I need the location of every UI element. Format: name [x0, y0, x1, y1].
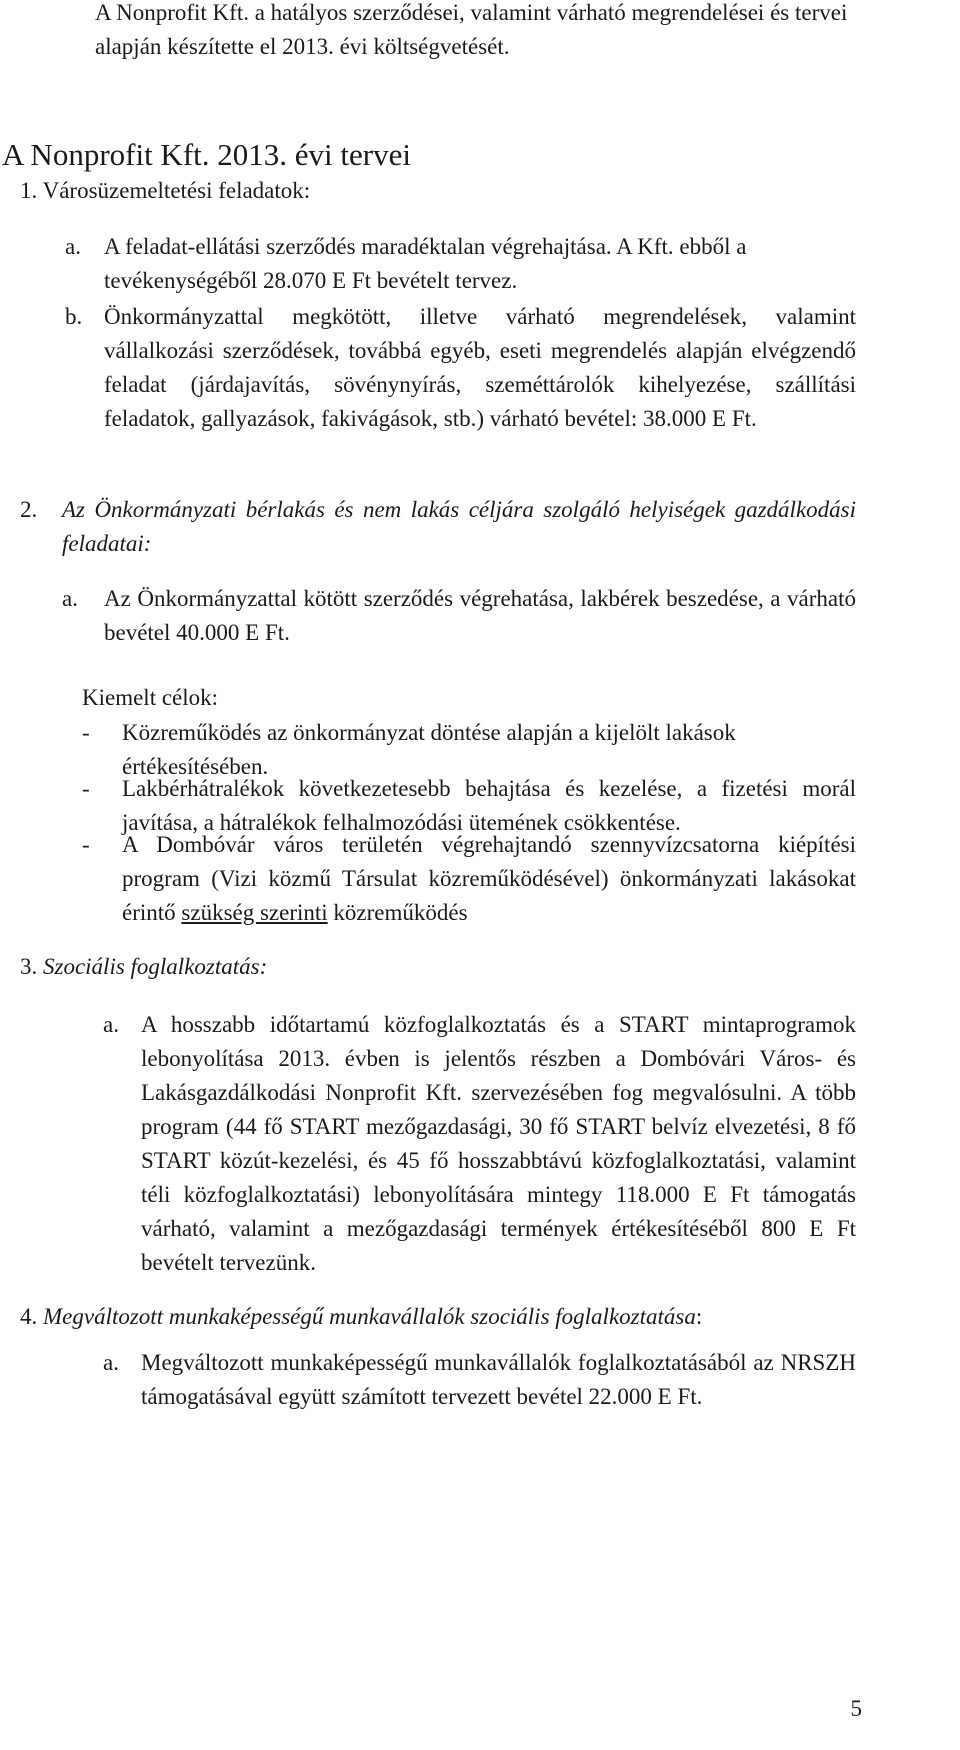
section1-b-text: Önkormányzattal megkötött, illetve várható megrendelések, valamint vállalkozási szerződések, továbbá egyéb, eseti megrendelés alapján elvégzendő feladat (járdajavítás, sövénynyírás, szeméttárolók kihelyezése, szállítási feladatok, gallyazások, fakivágások, stb.) várható bevétel: 38.000 E Ft. [104, 304, 856, 431]
section2-a-text: Az Önkormányzattal kötött szerződés végrehatása, lakbérek beszedése, a várható bevétel 40.000 E Ft. [104, 586, 856, 645]
section1-title: Városüzemeltetési feladatok: [42, 178, 311, 203]
section2-number: 2. [20, 497, 38, 522]
page-number: 5 [850, 1696, 862, 1721]
section1-number: 1. [20, 178, 38, 203]
section1-b-label: b. [65, 304, 83, 329]
section3-a-label: a. [103, 1012, 119, 1037]
goal3-bullet: - [82, 832, 90, 857]
goal1-text: Közreműködés az önkormányzat döntése alapján a kijelölt lakások értékesítésében. [122, 720, 736, 779]
section3-a-text: A hosszabb időtartamú közfoglalkoztatás és a START mintaprogramok lebonyolítása 2013. évben is jelentős részben a Dombóvári Város- és Lakásgazdálkodási Nonprofit Kft. szervezésében fog megvalósulni. A több program (44 fő START mezőgazdasági, 30 fő START belvíz elvezetési, 8 fő START közút-kezelési, és 45 fő hosszabbtávú közfoglalkoztatási, valamint téli közfoglalkoztatási) lebonyolítására mintegy 118.000 E Ft támogatás várható, valamint a mezőgazdasági termények értékesítéséből 800 E Ft bevételt tervezünk. [141, 1012, 856, 1275]
section3-title: Szociális foglalkoztatás: [43, 954, 268, 979]
section4-title: Megváltozott munkaképességű munkavállalók szociális foglalkoztatása [43, 1304, 696, 1329]
goal2-bullet: - [82, 776, 90, 801]
section3-number: 3. [20, 954, 38, 979]
goal3-text-main: A Dombóvár város területén végrehajtandó szennyvízcsatorna kiépítési program (Vizi közmű Társulat közreműködésével) önkormányzati lakásokat érintő [122, 832, 856, 925]
section1-a-label: a. [65, 234, 81, 259]
section4-number: 4. [20, 1304, 38, 1329]
goal2-text: Lakbérhátralékok következetesebb behajtása és kezelése, a fizetési morál javítása, a hátralékok felhalmozódási ütemének csökkentése. [122, 776, 856, 835]
plans-title: A Nonprofit Kft. 2013. évi tervei [2, 137, 411, 172]
intro-paragraph: A Nonprofit Kft. a hatályos szerződései, valamint várható megrendelései és tervei alapján készítette el 2013. évi költségvetését. [95, 0, 848, 59]
section2-title: Az Önkormányzati bérlakás és nem lakás céljára szolgáló helyiségek gazdálkodási feladatai: [62, 497, 856, 556]
goal3-text [122, 828, 856, 930]
section4-heading [20, 1300, 860, 1334]
goal3-underlined-text: szükség szerinti [181, 900, 328, 925]
section3-heading [20, 950, 720, 984]
section4-a-text: Megváltozott munkaképességű munkavállalók foglalkoztatásából az NRSZH támogatásával együtt számított tervezett bevétel 22.000 E Ft. [141, 1350, 856, 1409]
section4-a-label: a. [103, 1350, 119, 1375]
section4-title-colon: : [695, 1304, 703, 1329]
section2-a-label: a. [62, 586, 78, 611]
goals-title: Kiemelt célok: [82, 685, 219, 710]
section1-heading [20, 174, 720, 208]
goal1-bullet: - [82, 720, 90, 745]
section1-a-text: A feladat-ellátási szerződés maradéktalan végrehajtása. A Kft. ebből a tevékenységéből 28.070 E Ft bevételt tervez. [104, 234, 747, 293]
goal3-text-end: közreműködés [333, 900, 468, 925]
